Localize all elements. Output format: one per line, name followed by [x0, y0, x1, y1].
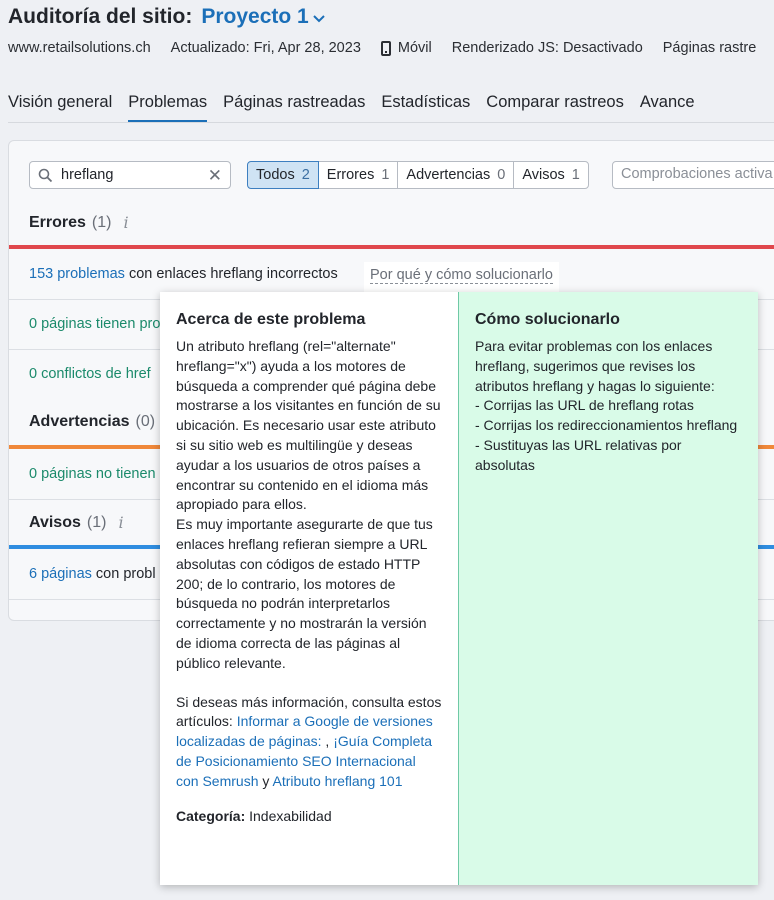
- tab-progress[interactable]: Avance: [639, 93, 695, 111]
- why-how-fix-link[interactable]: [364, 262, 559, 292]
- more-info-intro: Si deseas más información, consulta estos artículos:: [176, 693, 442, 730]
- filter-count: 2: [301, 167, 310, 183]
- page-title: Auditoría del sitio:: [8, 5, 193, 28]
- section-title: Advertencias: [29, 413, 130, 430]
- filter-notices-button[interactable]: [513, 161, 589, 189]
- phone-icon: [381, 41, 391, 56]
- about-issue-heading: Acerca de este problema: [176, 311, 366, 328]
- article-link-seo-guide[interactable]: ¡Guía Completa de Posicionamiento SEO Internacional con Semrush: [176, 733, 433, 789]
- search-value: hreflang: [61, 167, 114, 183]
- clear-search-icon[interactable]: ✕: [207, 165, 222, 185]
- filter-warnings-button[interactable]: [397, 161, 514, 189]
- issue-description: con enlaces hreflang incorrectos: [124, 266, 338, 282]
- issue-row: [29, 466, 156, 482]
- issue-info-popover: [160, 292, 758, 885]
- how-to-fix-text: Para evitar problemas con los enlaces hreflang, sugerimos que revises los atributos hreflang y hagas lo siguiente: - Corrijas las URL de hreflang rotas - Corrijas los redireccionamientos hreflang - Sustituyas las URL relativas por absolutas: [475, 338, 738, 473]
- issue-text: 0 páginas tienen pro: [29, 316, 161, 332]
- filter-label: Todos: [256, 167, 295, 183]
- issue-row: [29, 266, 338, 282]
- category-line: [176, 808, 442, 824]
- issue-text: 0 conflictos de href: [29, 366, 151, 382]
- category-value: Indexabilidad: [245, 807, 332, 824]
- info-icon[interactable]: i: [123, 213, 129, 232]
- issue-type-filters: [247, 161, 589, 189]
- issue-row: [29, 366, 151, 382]
- tab-overview[interactable]: Visión general: [8, 93, 113, 111]
- section-count: (0): [135, 413, 156, 430]
- filter-label: Errores: [326, 167, 375, 183]
- tabs-divider: [8, 122, 774, 123]
- tab-crawled-pages[interactable]: Páginas rastreadas: [223, 93, 366, 111]
- errors-color-bar: [9, 245, 774, 249]
- section-title: Avisos: [29, 513, 81, 531]
- updated-label: Actualizado: Fri, Apr 28, 2023: [170, 40, 361, 56]
- issue-text: 0 páginas no tienen: [29, 466, 156, 482]
- audit-meta: [8, 40, 774, 56]
- chevron-down-icon[interactable]: [313, 15, 325, 23]
- tab-compare-crawls[interactable]: Comparar rastreos: [486, 93, 624, 111]
- warnings-section-heading: [29, 413, 155, 431]
- filter-count: 1: [381, 167, 390, 183]
- filter-count: 0: [497, 167, 506, 183]
- tab-issues[interactable]: Problemas: [128, 93, 207, 123]
- link-separator: y: [258, 772, 273, 789]
- filter-errors-button[interactable]: [318, 161, 399, 189]
- filter-label: Avisos: [522, 167, 565, 183]
- filter-label: Advertencias: [406, 167, 491, 183]
- filter-count: 1: [571, 167, 580, 183]
- issue-row: [29, 316, 160, 332]
- issue-count-link[interactable]: 153 problemas: [29, 266, 125, 282]
- issue-description: con probl: [91, 566, 156, 582]
- issue-count-link[interactable]: 6 páginas: [29, 566, 92, 582]
- page-header: [0, 0, 774, 140]
- why-how-fix-text: Por qué y cómo solucionarlo: [370, 267, 553, 283]
- notices-section-heading: [29, 513, 124, 532]
- js-render-label: Renderizado JS: Desactivado: [451, 40, 643, 56]
- info-icon[interactable]: i: [118, 513, 124, 532]
- tab-statistics[interactable]: Estadísticas: [381, 93, 471, 111]
- section-title: Errores: [29, 213, 86, 231]
- device-label: [381, 40, 432, 56]
- nav-tabs: [8, 93, 711, 123]
- category-label: Categoría:: [176, 807, 246, 824]
- more-info-paragraph: [176, 693, 442, 792]
- project-selector[interactable]: Proyecto 1: [201, 5, 309, 28]
- how-to-fix-column: [459, 292, 758, 885]
- domain-label: www.retailsolutions.ch: [8, 40, 151, 56]
- article-link-hreflang-101[interactable]: Atributo hreflang 101: [272, 772, 403, 789]
- section-count: (1): [91, 213, 112, 231]
- about-issue-text: Un atributo hreflang (rel="alternate" hreflang="x") ayuda a los motores de búsqueda a comprender qué página debe mostrarse a los visitantes en función de su ubicación. Es necesario usar este atributo si su sitio web es multilingüe y deseas ayudar a los usuarios de otros países a encontrar su contenido en el idioma más apropiado para ellos. Es muy importante asegurarte de que tus enlaces hreflang refieran siempre a URL absolutas con códigos de estado HTTP 200; de lo contrario, los motores de búsqueda no podrán interpretarlos correctamente y no mostrarán la versión de idioma correcta de las páginas al público relevante.: [176, 338, 441, 671]
- link-separator: ,: [321, 733, 334, 750]
- search-input[interactable]: [29, 161, 231, 189]
- article-link-google[interactable]: Informar a Google de versiones localizadas de páginas:: [176, 713, 433, 750]
- section-count: (1): [86, 513, 107, 531]
- about-issue-column: [160, 292, 459, 885]
- search-icon: [38, 168, 53, 183]
- active-checks-select[interactable]: Comprobaciones activa: [612, 161, 774, 189]
- pages-crawled-label: Páginas rastre: [662, 40, 757, 56]
- title-row: [8, 5, 325, 29]
- errors-section-heading: [29, 213, 129, 232]
- filter-all-button[interactable]: [247, 161, 319, 189]
- how-to-fix-heading: Cómo solucionarlo: [475, 311, 620, 328]
- issue-row: [29, 566, 156, 582]
- device-text: Móvil: [397, 40, 432, 56]
